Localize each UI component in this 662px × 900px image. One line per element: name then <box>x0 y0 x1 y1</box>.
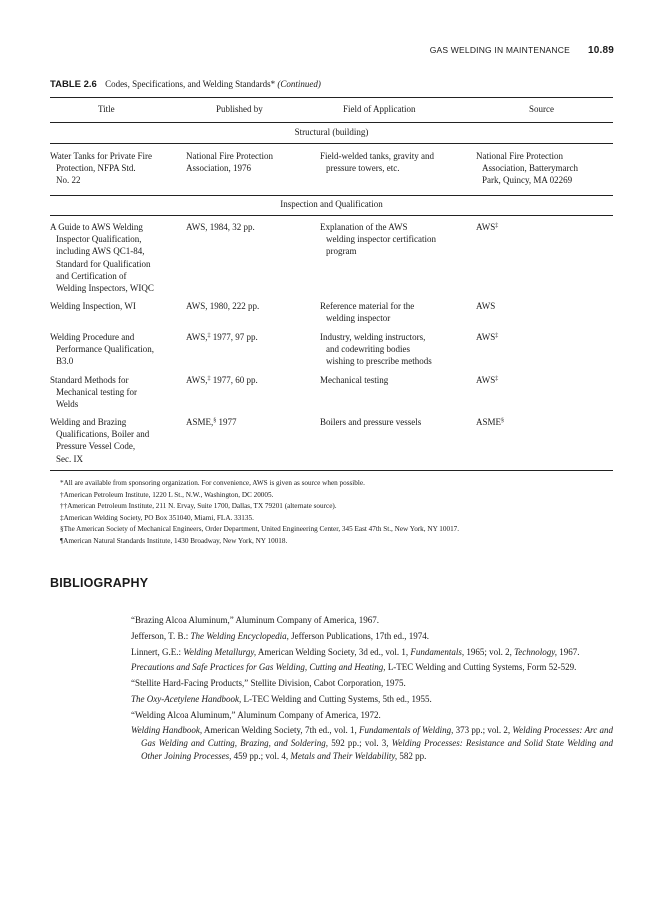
cell-line: including AWS QC1-84, <box>56 246 145 257</box>
footnote-mark: ‡ <box>495 376 499 382</box>
header-source: Source <box>529 104 554 114</box>
cell-line: Association, 1976 <box>186 163 251 174</box>
footnote: ¶American Natural Standards Institute, 1430 Broadway, New York, NY 10018. <box>60 537 288 545</box>
cell-line: Welding Inspection, WI <box>50 301 136 311</box>
cell-line: and Certification of <box>56 270 127 281</box>
cell-source <box>476 374 498 386</box>
running-head <box>430 45 614 56</box>
cell-line: No. 22 <box>56 175 81 186</box>
cell-line: AWS‡ <box>476 222 499 232</box>
cell-field <box>320 374 388 386</box>
cell-line: ASME§ <box>476 417 505 427</box>
bibliography-list <box>131 614 613 762</box>
cell-field <box>320 221 436 258</box>
cell-field <box>320 150 434 174</box>
cell-line: Welds <box>56 399 79 410</box>
bibliography-entry: “Welding Alcoa Aluminum,” Aluminum Company of America, 1972. <box>131 709 381 720</box>
cell-line: Qualifications, Boiler and <box>56 429 150 440</box>
cell-line: National Fire Protection <box>186 151 273 161</box>
page-number: 10.89 <box>587 45 614 56</box>
running-head-title: GAS WELDING IN MAINTENANCE <box>429 45 570 55</box>
table-label: TABLE 2.6 <box>50 79 97 90</box>
footnote: §The American Society of Mechanical Engineers, Order Department, United Engineering Center, 345 East 47th St., New York, NY 10017. <box>60 525 460 534</box>
cell-line: Standard Methods for <box>50 375 129 385</box>
footnote: ‡American Welding Society, PO Box 351040, Miami, FLA. 33135. <box>60 513 254 522</box>
cell-line: and codewriting bodies <box>326 344 410 355</box>
cell-line: Explanation of the AWS <box>320 222 408 232</box>
header-published-by: Published by <box>216 104 263 114</box>
cell-field <box>320 331 432 368</box>
cell-line: Mechanical testing for <box>56 387 137 398</box>
cell-source <box>476 300 495 312</box>
cell-line: welding inspector <box>326 313 391 324</box>
cell-line: Mechanical testing <box>320 375 389 385</box>
cell-line: wishing to prescribe methods <box>326 356 432 367</box>
cell-published <box>186 221 255 233</box>
cell-line: AWS‡ <box>476 332 499 342</box>
footnote-mark: ‡ <box>207 333 211 339</box>
cell-published <box>186 416 237 428</box>
cell-line: Boilers and pressure vessels <box>320 417 422 427</box>
cell-line: Industry, welding instructors, <box>320 332 426 342</box>
cell-line: Water Tanks for Private Fire <box>50 151 152 161</box>
bibliography-entry: Linnert, G.E.: Welding Metallurgy, American Welding Society, 3d ed., vol. 1, Fundamentals, 1965; vol. 2, Technology, 1967. <box>131 646 580 657</box>
cell-line: AWS‡ <box>476 375 499 385</box>
cell-title <box>50 374 137 411</box>
header-field: Field of Application <box>343 104 416 114</box>
cell-line: Standard for Qualification <box>56 258 151 269</box>
cell-line: A Guide to AWS Welding <box>50 222 143 232</box>
cell-source <box>476 150 578 187</box>
cell-line: National Fire Protection <box>476 151 563 161</box>
table-caption-continued: (Continued) <box>277 79 321 89</box>
cell-source <box>476 416 504 428</box>
table-caption <box>50 79 321 90</box>
cell-line: Sec. IX <box>56 453 83 464</box>
bibliography-entry: Welding Handbook, American Welding Society, 7th ed., vol. 1, Fundamentals of Welding, 373 pp.; vol. 2, Welding Processes: Arc and Gas Welding and Cutting, Brazing, and Soldering, 592 pp.; vol. 3, Welding Processes: Resistance and Solid State Welding and Other Joining Processes, 459 pp.; vol. 4, Metals and Their Weldability, 582 pp. <box>131 725 613 761</box>
cell-title <box>50 331 154 368</box>
cell-published <box>186 150 273 174</box>
footnote: ††American Petroleum Institute, 211 N. Ervay, Suite 1700, Dallas, TX 79201 (alternate source). <box>60 502 337 511</box>
cell-title <box>50 416 149 465</box>
bibliography-entry: The Oxy-Acetylene Handbook, L-TEC Welding and Cutting Systems, 5th ed., 1955. <box>131 693 432 704</box>
bibliography-entry: “Stellite Hard-Facing Products,” Stellite Division, Cabot Corporation, 1975. <box>131 678 406 689</box>
cell-line: Field-welded tanks, gravity and <box>320 151 434 161</box>
footnote-mark: ‡ <box>207 376 211 382</box>
bibliography-entry: “Brazing Alcoa Aluminum,” Aluminum Company of America, 1967. <box>131 615 379 625</box>
cell-line: Association, Batterymarch <box>482 163 578 174</box>
cell-line: AWS <box>476 301 496 311</box>
cell-line: AWS, 1984, 32 pp. <box>186 222 255 232</box>
bibliography-entry: Precautions and Safe Practices for Gas Welding, Cutting and Heating, L-TEC Welding and Cutting Systems, Form 52-529. <box>131 662 577 673</box>
section-rule <box>50 215 613 216</box>
cell-published <box>186 300 259 312</box>
cell-source <box>476 331 498 343</box>
section-rule <box>50 143 613 144</box>
cell-line: B3.0 <box>56 356 74 367</box>
cell-line: Protection, NFPA Std. <box>56 163 136 174</box>
cell-line: Welding Procedure and <box>50 332 135 342</box>
section-rule <box>50 195 613 196</box>
cell-line: program <box>326 246 357 257</box>
footnote-mark: § <box>213 418 217 424</box>
section-label-inspection: Inspection and Qualification <box>280 199 383 209</box>
cell-line: Park, Quincy, MA 02269 <box>482 175 573 186</box>
cell-line: AWS,‡ 1977, 60 pp. <box>186 375 258 385</box>
cell-line: Performance Qualification, <box>56 344 154 355</box>
header-title: Title <box>98 104 115 114</box>
cell-source <box>476 221 498 233</box>
table-caption-text: Codes, Specifications, and Welding Standards* <box>105 79 276 89</box>
footnote-mark: ‡ <box>495 333 499 339</box>
cell-published <box>186 374 258 386</box>
cell-line: ASME,§ 1977 <box>186 417 237 427</box>
cell-line: welding inspector certification <box>326 234 436 245</box>
footnote: *All are available from sponsoring organization. For convenience, AWS is given as source when possible. <box>60 479 365 487</box>
table-bottom-rule <box>50 470 613 471</box>
cell-line: AWS,‡ 1977, 97 pp. <box>186 332 258 342</box>
footnote-mark: ‡ <box>495 223 499 229</box>
table-top-rule <box>50 97 613 98</box>
header-rule <box>50 122 613 123</box>
bibliography-heading: BIBLIOGRAPHY <box>50 576 149 590</box>
bibliography-entry: Jefferson, T. B.: The Welding Encyclopedia, Jefferson Publications, 17th ed., 1974. <box>131 630 429 641</box>
cell-title <box>50 221 154 294</box>
cell-line: Pressure Vessel Code, <box>56 441 136 452</box>
cell-line: AWS, 1980, 222 pp. <box>186 301 260 311</box>
cell-published <box>186 331 258 343</box>
cell-title <box>50 300 136 312</box>
cell-field <box>320 300 414 324</box>
cell-line: Inspector Qualification, <box>56 234 142 245</box>
cell-title <box>50 150 152 187</box>
footnote: †American Petroleum Institute, 1220 L St., N.W., Washington, DC 20005. <box>60 490 274 499</box>
footnote-mark: § <box>501 418 505 424</box>
cell-line: Reference material for the <box>320 301 415 311</box>
cell-line: Welding and Brazing <box>50 417 127 427</box>
cell-field <box>320 416 421 428</box>
cell-line: Welding Inspectors, WIQC <box>56 283 154 294</box>
section-label-structural: Structural (building) <box>294 127 369 137</box>
cell-line: pressure towers, etc. <box>326 163 400 174</box>
